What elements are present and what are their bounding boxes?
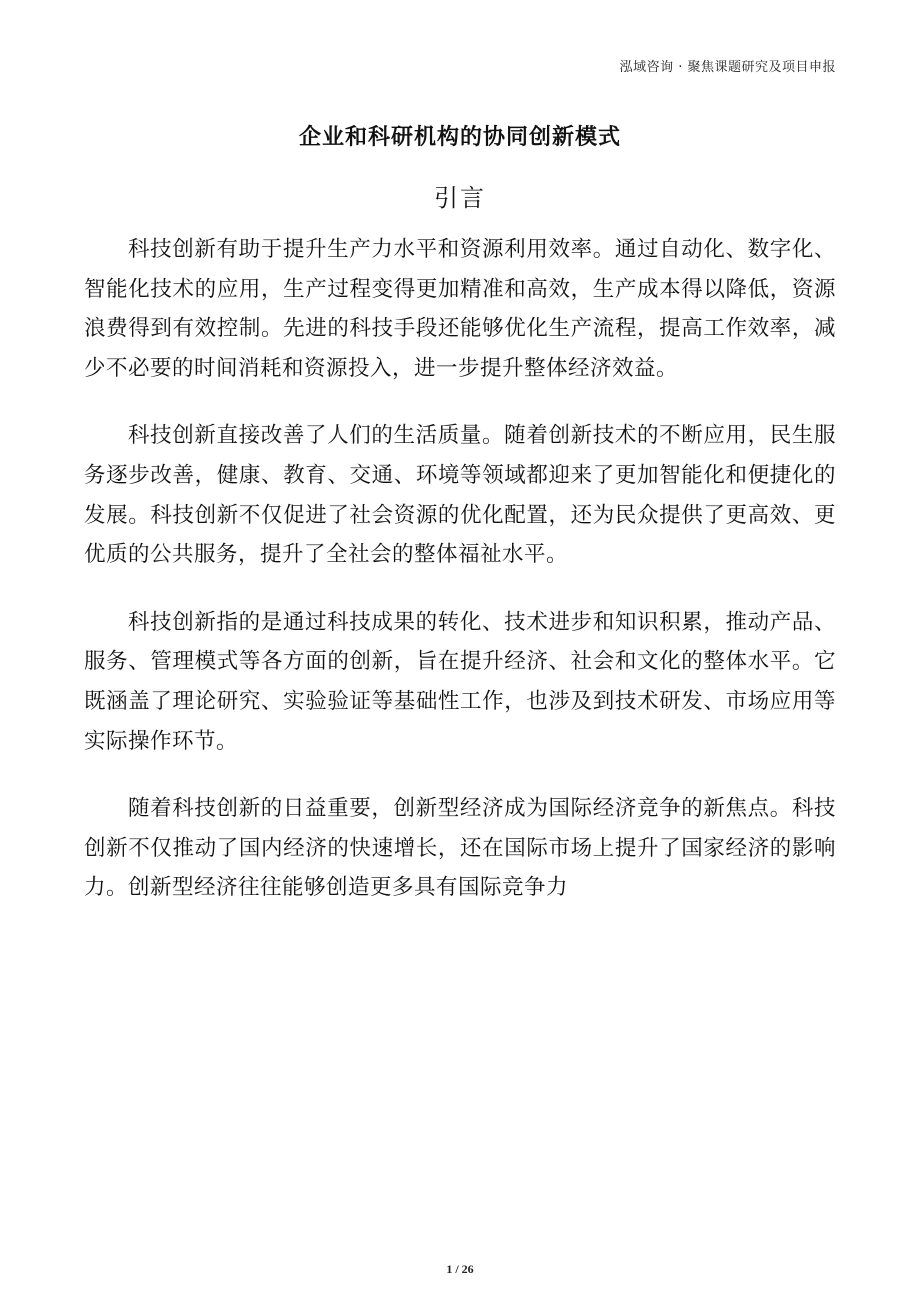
header-divider: [84, 80, 836, 81]
page-number: 1 / 26: [446, 1262, 474, 1276]
document-title: 企业和科研机构的协同创新模式: [298, 125, 621, 150]
page-header: 泓域咨询 · 聚焦课题研究及项目申报: [619, 60, 836, 75]
document-body: [84, 230, 836, 936]
paragraph-4: 随着科技创新的日益重要，创新型经济成为国际经济竞争的新焦点。科技创新不仅推动了国内经济的快速增长，还在国际市场上提升了国家经济的影响力。创新型经济往往能够创造更多具有国际竞争力: [84, 796, 836, 901]
paragraph-2: 科技创新直接改善了人们的生活质量。随着创新技术的不断应用，民生服务逐步改善，健康、教育、交通、环境等领域都迎来了更加智能化和便捷化的发展。科技创新不仅促进了社会资源的优化配置，还为民众提供了更高效、更优质的公共服务，提升了全社会的整体福祉水平。: [84, 423, 836, 568]
paragraph-3: 科技创新指的是通过科技成果的转化、技术进步和知识积累，推动产品、服务、管理模式等各方面的创新，旨在提升经济、社会和文化的整体水平。它既涵盖了理论研究、实验验证等基础性工作，也涉及到技术研发、市场应用等实际操作环节。: [84, 609, 836, 754]
paragraph-1: 科技创新有助于提升生产力水平和资源利用效率。通过自动化、数字化、智能化技术的应用，生产过程变得更加精准和高效，生产成本得以降低，资源浪费得到有效控制。先进的科技手段还能够优化生产流程，提高工作效率，减少不必要的时间消耗和资源投入，进一步提升整体经济效益。: [84, 237, 836, 381]
section-heading: 引言: [434, 184, 486, 212]
